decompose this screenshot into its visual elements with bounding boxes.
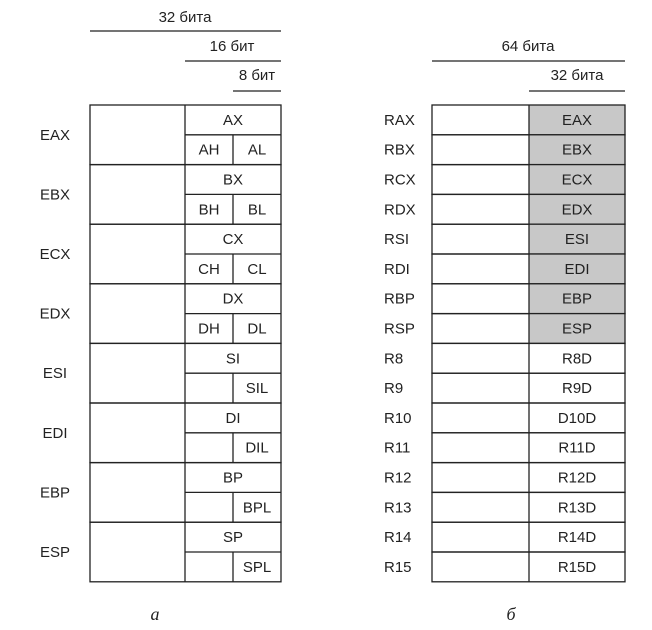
word-register-label: SP bbox=[222, 529, 244, 547]
low-byte-label: DL bbox=[247, 320, 267, 338]
high-byte-label: CH bbox=[198, 260, 220, 278]
register-name-label: ESP bbox=[39, 544, 71, 561]
register-name-label: RDX bbox=[384, 201, 416, 219]
low32-register-label: EDX bbox=[561, 201, 593, 219]
register-name-label: EDX bbox=[39, 305, 71, 323]
low32-register-label: R13D bbox=[557, 499, 597, 517]
word-register-label: AX bbox=[222, 111, 244, 129]
low32-register-label: R12D bbox=[557, 469, 597, 487]
word-register-label: BX bbox=[222, 171, 244, 189]
register-name-label: RAX bbox=[384, 111, 415, 129]
high-byte-label: BH bbox=[198, 201, 220, 219]
register-name-label: EBX bbox=[39, 186, 71, 204]
register-name-label: RCX bbox=[384, 171, 416, 189]
low32-register-label: R8D bbox=[561, 350, 593, 368]
high-byte-label: AH bbox=[198, 141, 220, 159]
register-name-label: R10 bbox=[384, 409, 412, 427]
low-byte-label: SPL bbox=[242, 558, 272, 576]
register-name-label: R13 bbox=[384, 499, 412, 517]
register-name-label: R8 bbox=[384, 350, 404, 368]
register-name-label: ECX bbox=[39, 246, 71, 263]
low32-register-label: ESP bbox=[561, 320, 593, 338]
word-register-label: BP bbox=[222, 469, 244, 487]
panel-b-registers bbox=[384, 105, 625, 582]
low32-register-label: R9D bbox=[561, 380, 593, 398]
header-64-bits: 64 бита bbox=[501, 38, 555, 55]
header-16-bits: 16 бит bbox=[209, 38, 255, 55]
register-name-label: R15 bbox=[384, 558, 412, 576]
register-name-label: EBP bbox=[39, 484, 71, 502]
low32-register-label: EDI bbox=[564, 260, 590, 278]
register-name-label: RSP bbox=[384, 320, 415, 338]
low-byte-label: DIL bbox=[245, 439, 269, 457]
high-byte-label: DH bbox=[198, 320, 220, 338]
register-name-label: R12 bbox=[384, 469, 412, 487]
header-32-bits-a: 32 бита bbox=[158, 9, 212, 26]
low-byte-label: BL bbox=[247, 201, 267, 219]
register-name-label: RBP bbox=[384, 290, 415, 308]
register-name-label: ESI bbox=[42, 365, 68, 383]
word-register-label: CX bbox=[222, 231, 244, 249]
low32-register-label: D10D bbox=[557, 409, 597, 427]
panel-b-headers bbox=[432, 38, 625, 91]
word-register-label: DX bbox=[222, 290, 244, 308]
low32-register-label: R14D bbox=[557, 529, 597, 547]
header-8-bits: 8 бит bbox=[238, 67, 276, 84]
low32-register-label: R15D bbox=[557, 558, 597, 576]
register-name-label: R9 bbox=[384, 380, 404, 398]
low-byte-label: SIL bbox=[245, 380, 269, 398]
caption-b: б bbox=[506, 604, 516, 624]
low32-register-label: EBX bbox=[561, 141, 593, 159]
register-name-label: RDI bbox=[384, 260, 410, 278]
register-name-label: RSI bbox=[384, 231, 410, 249]
header-32-bits-b: 32 бита bbox=[550, 67, 604, 84]
low32-register-label: ESI bbox=[564, 231, 590, 249]
caption-a: а bbox=[150, 604, 160, 624]
low32-register-label: EBP bbox=[561, 290, 593, 308]
panel-a-registers bbox=[40, 105, 281, 582]
low32-register-label: ECX bbox=[561, 171, 593, 189]
word-register-label: DI bbox=[225, 409, 241, 427]
low-byte-label: CL bbox=[247, 260, 267, 278]
low32-register-label: EAX bbox=[561, 111, 593, 129]
panel-a-headers bbox=[90, 9, 281, 91]
register-name-label: R14 bbox=[384, 529, 412, 547]
register-name-label: EDI bbox=[42, 424, 68, 442]
word-register-label: SI bbox=[225, 350, 241, 368]
low-byte-label: AL bbox=[247, 141, 267, 159]
low32-register-label: R11D bbox=[558, 439, 596, 457]
low-byte-label: BPL bbox=[242, 499, 272, 517]
register-name-label: RBX bbox=[384, 141, 415, 159]
register-name-label: EAX bbox=[39, 126, 71, 144]
register-name-label: R11 bbox=[384, 439, 411, 457]
